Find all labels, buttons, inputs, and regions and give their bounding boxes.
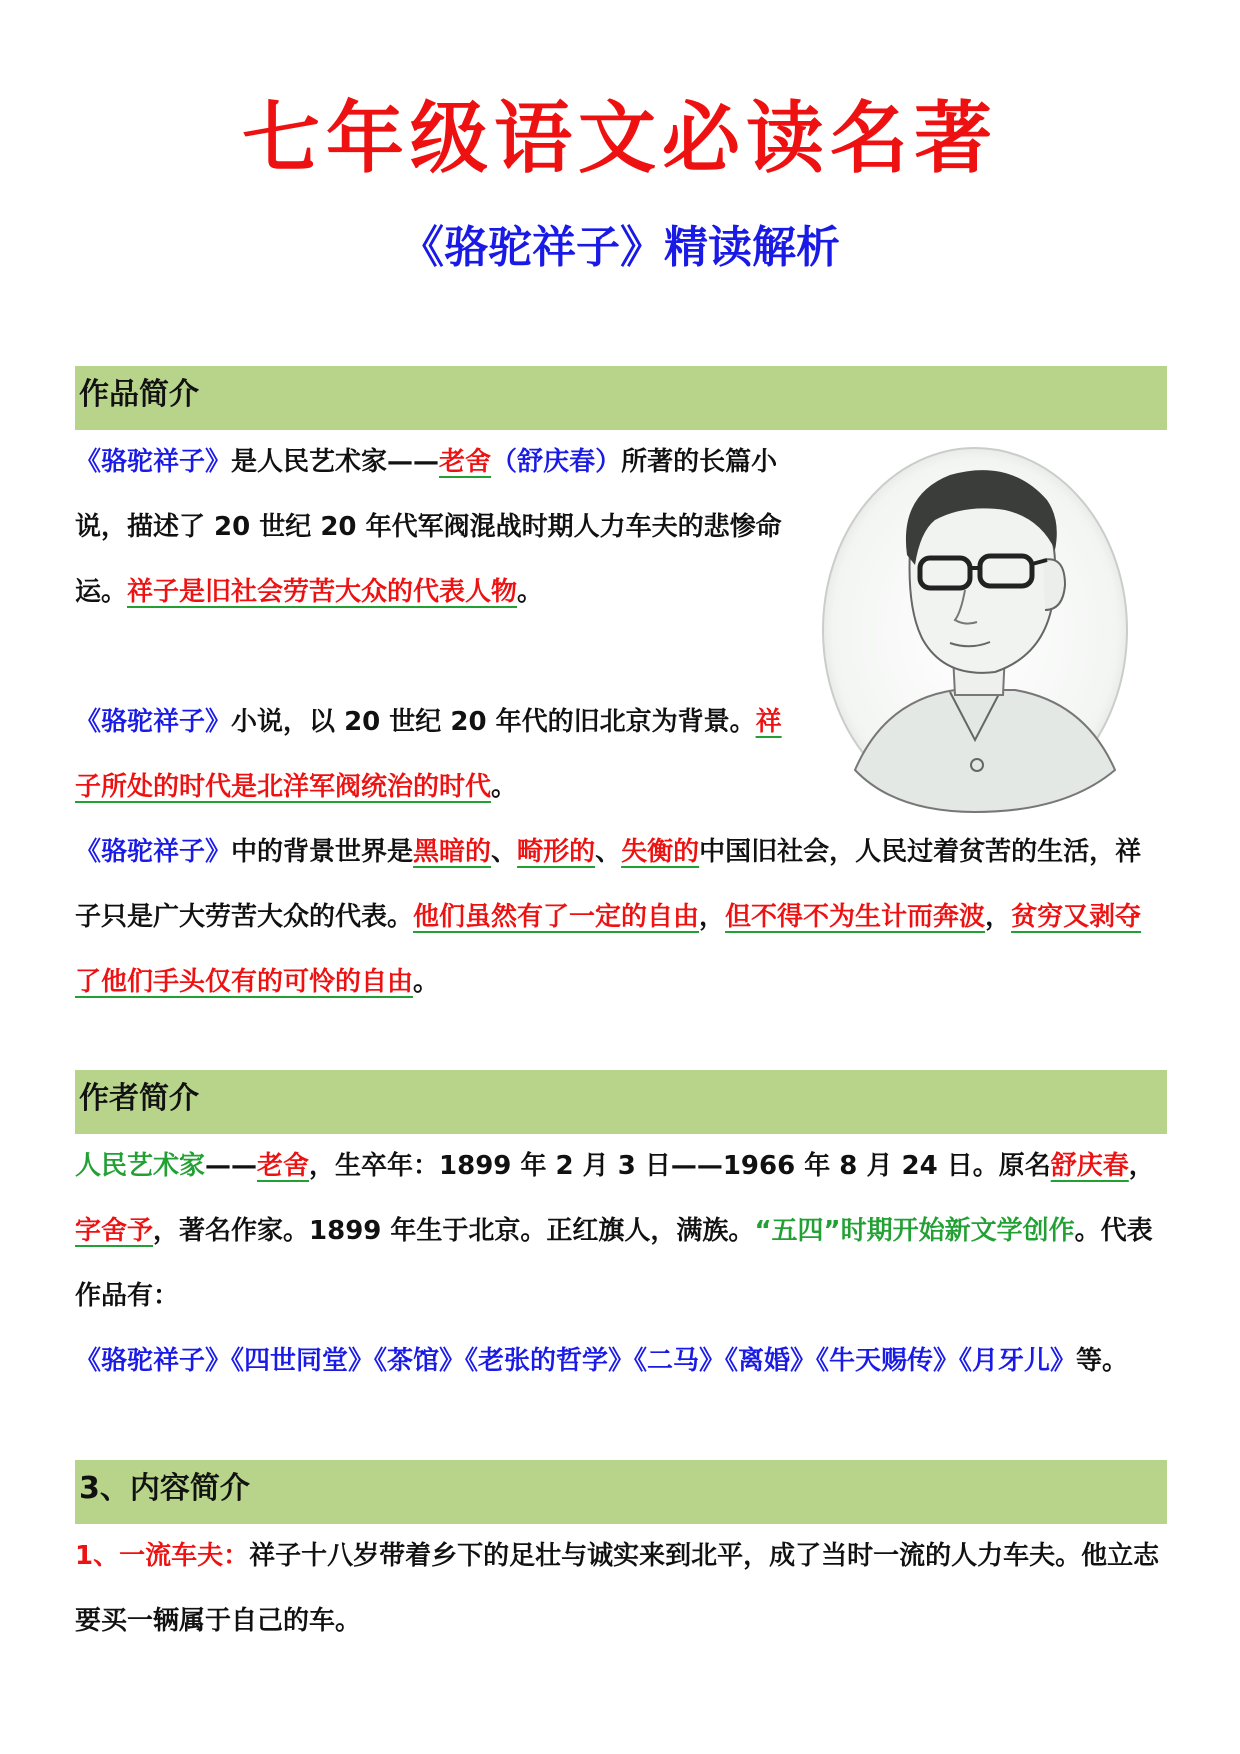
- item-text: 祥子十八岁带着乡下的足壮与诚实来到北平，成了当时一流的人力车夫。他立志要买一辆属于自己的车。: [75, 1541, 1160, 1636]
- text: 、: [491, 837, 518, 867]
- text: ，: [699, 902, 726, 932]
- author-name: 老舍: [439, 447, 492, 477]
- original-name: 舒庆春: [1050, 1151, 1129, 1181]
- text: 等。: [1076, 1346, 1129, 1376]
- highlight: 贫穷又剥夺了他们手头仅有的可怜的自由: [75, 902, 1142, 997]
- section-header-author: [75, 1070, 1167, 1134]
- text: ，著名作家。1899 年生于北京。正红旗人，满族。: [153, 1216, 755, 1246]
- book-title: 《骆驼祥子》: [75, 707, 232, 737]
- book-title: 《骆驼祥子》: [75, 447, 232, 477]
- works-list: 《骆驼祥子》《四世同堂》《茶馆》《老张的哲学》《二马》《离婚》《牛天赐传》《月牙儿》: [75, 1346, 1077, 1376]
- text: ——: [205, 1151, 258, 1181]
- epithet: 人民艺术家: [75, 1151, 206, 1181]
- author-name: 老舍: [257, 1151, 310, 1181]
- highlight: 他们虽然有了一定的自由: [413, 902, 700, 932]
- page-subtitle: 《骆驼祥子》精读解析: [400, 222, 840, 273]
- works-paragraph-1: [75, 430, 805, 625]
- text: 、: [595, 837, 622, 867]
- text: 中的背景世界是: [231, 837, 414, 867]
- text: 。: [517, 577, 544, 607]
- text: 是人民艺术家——: [231, 447, 440, 477]
- text: 所著的长篇小说，描述了 20 世纪 20 年代军阀混战时期人力车夫的悲惨命运。: [75, 447, 782, 607]
- text: ，生卒年：1899 年 2 月 3 日——1966 年 8 月 24 日。: [309, 1151, 999, 1181]
- courtesy-name: 字舍予: [75, 1216, 154, 1246]
- text: 。: [413, 967, 440, 997]
- works-paragraph-3: [75, 820, 1167, 1015]
- text: 。代表作品有：: [75, 1216, 1153, 1311]
- section-header-content: [75, 1460, 1167, 1524]
- text: ，: [1128, 1151, 1155, 1181]
- author-portrait-image: [815, 440, 1135, 820]
- content-item-1: [75, 1524, 1167, 1654]
- section-heading: 3、内容简介: [79, 1471, 250, 1506]
- text: 小说，以 20 世纪 20 年代的旧北京为背景。: [231, 707, 756, 737]
- section-heading: 作品简介: [79, 377, 199, 412]
- book-title: 《骆驼祥子》: [75, 837, 232, 867]
- text: 。: [491, 772, 518, 802]
- highlight: 但不得不为生计而奔波: [725, 902, 986, 932]
- movement: “五四”时期开始新文学创作: [754, 1216, 1075, 1246]
- highlight: 祥子所处的时代是北洋军阀统治的时代: [75, 707, 782, 802]
- highlight: 祥子是旧社会劳苦大众的代表人物: [127, 577, 518, 607]
- keyword: 畸形的: [517, 837, 596, 867]
- text: 中国旧社会，人民过着贫苦的生活，祥子只是广大劳苦大众的代表。: [75, 837, 1142, 932]
- keyword: 失衡的: [621, 837, 700, 867]
- works-paragraph-2: [75, 690, 805, 820]
- paren: （: [491, 447, 518, 477]
- author-paragraph: [75, 1134, 1167, 1394]
- text: 原名: [998, 1151, 1051, 1181]
- section-heading: 作者简介: [79, 1081, 199, 1116]
- page-title: 七年级语文必读名著: [241, 93, 998, 184]
- real-name: 舒庆春: [517, 447, 596, 477]
- paren: ）: [595, 447, 622, 477]
- text: ，: [985, 902, 1012, 932]
- keyword: 黑暗的: [413, 837, 492, 867]
- item-label: 1、一流车夫：: [75, 1541, 250, 1571]
- section-header-works: [75, 366, 1167, 430]
